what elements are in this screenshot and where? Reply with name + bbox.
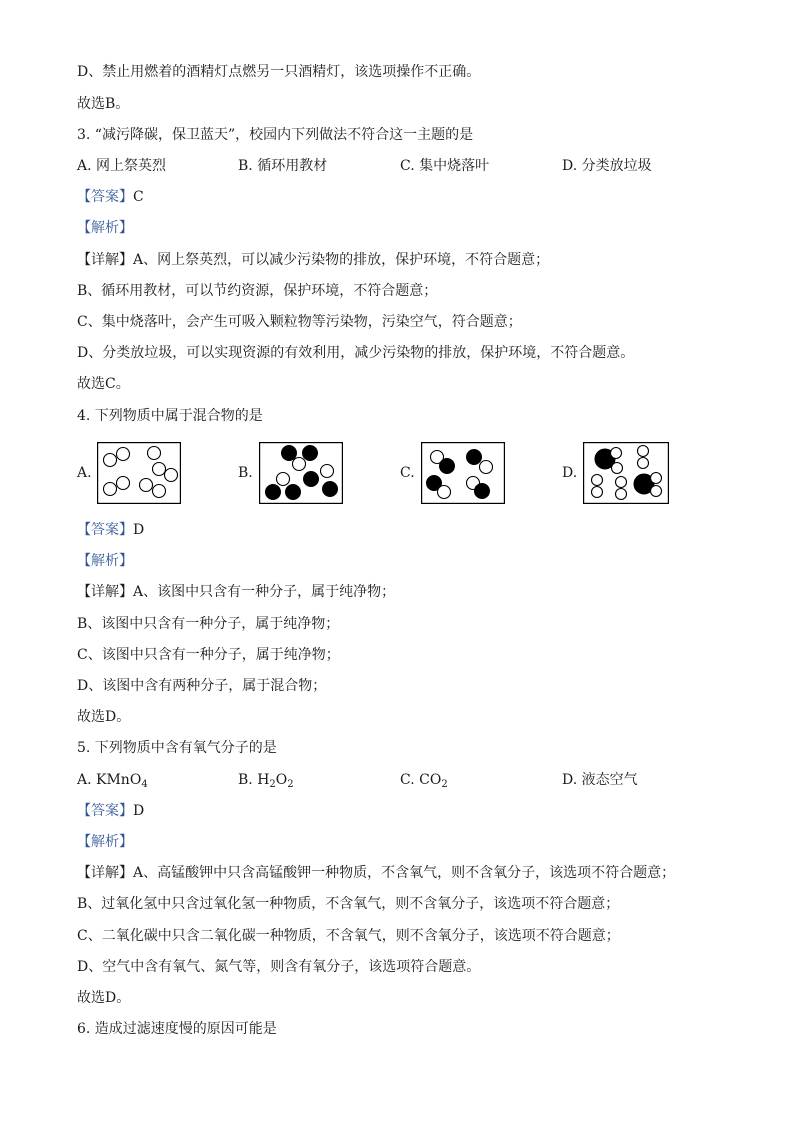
q3-option-a: A. 网上祭英烈 [77,158,167,174]
white-atom [480,461,493,474]
detail-tag: 【详解】 [77,865,133,881]
q4-figure-label-d: D. [562,465,578,481]
q4-answer [77,520,144,540]
formula-subscript: 4 [141,779,148,790]
q3-detail-4: D、分类放垃圾，可以实现资源的有效利用，减少污染物的排放，保护环境，不符合题意。 [77,345,635,361]
white-atom [612,463,623,474]
question-6-stem: 6. 造成过滤速度慢的原因可能是 [77,1021,277,1037]
q4-detail-2: B、该图中只含有一种分子，属于纯净物； [77,616,340,632]
q5-answer [77,801,144,821]
q4-figure-label-b: B. [238,465,253,481]
black-atom [266,485,281,500]
text-line: 故选B。 [77,96,130,112]
black-atom [467,450,482,465]
black-atom [304,472,319,487]
q5-option-b [238,770,294,790]
white-atom [638,458,649,469]
formula-subscript: 2 [287,779,294,790]
q4-figure-a-molecules [97,442,181,504]
answer-tag: 【答案】 [77,803,133,819]
detail-tag: 【详解】 [77,584,133,600]
black-atom [440,459,455,474]
q4-analysis-tag: 【解析】 [77,553,133,569]
white-atom [616,489,627,500]
formula-text: B. H [238,772,270,788]
black-atom [475,484,490,499]
formula-subscript: 2 [441,779,448,790]
q5-option-a [77,770,148,790]
q5-detail-3: C、二氧化碳中只含二氧化碳一种物质，不含氧气，则不含氧分子，该选项不符合题意； [77,928,620,944]
white-atom [148,447,161,460]
q5-detail-4: D、空气中含有氧气、氮气等，则含有氧分子，该选项符合题意。 [77,959,481,975]
white-atom [165,469,178,482]
white-atom [117,448,130,461]
q5-analysis-tag: 【解析】 [77,834,133,850]
text-line: D、禁止用燃着的酒精灯点燃另一只酒精灯，该选项操作不正确。 [77,64,481,80]
black-atom [282,446,297,461]
formula-text: C. CO [400,772,442,788]
white-atom [277,473,290,486]
answer-tag: 【答案】 [77,522,133,538]
white-atom [651,486,662,497]
answer-value: C [133,189,144,205]
formula-subscript: 2 [269,779,276,790]
q4-figure-label-a: A. [77,465,92,481]
black-atom [286,485,301,500]
white-atom [293,458,306,471]
q5-detail-2: B、过氧化氢中只含过氧化氢一种物质，不含氧气，则不含氧分子，该选项不符合题意； [77,896,620,912]
black-atom [323,482,338,497]
q5-conclusion: 故选D。 [77,990,131,1006]
answer-value: D [133,803,145,819]
detail-text: A、该图中只含有一种分子，属于纯净物； [133,584,396,600]
q4-detail-4: D、该图中含有两种分子，属于混合物； [77,678,327,694]
white-atom [611,448,622,459]
white-atom [117,477,130,490]
q3-answer [77,187,144,207]
q3-option-b: B. 循环用教材 [238,158,328,174]
q3-detail-1 [77,250,549,270]
q3-conclusion: 故选C。 [77,376,130,392]
answer-value: D [133,522,145,538]
q5-detail-1 [77,863,675,883]
q3-detail-3: C、集中烧落叶，会产生可吸入颗粒物等污染物，污染空气，符合题意； [77,314,522,330]
q4-detail-3: C、该图中只含有一种分子，属于纯净物； [77,647,340,663]
question-5-stem: 5. 下列物质中含有氧气分子的是 [77,740,277,756]
q5-option-c [400,770,448,790]
white-atom [651,473,662,484]
q4-figure-label-c: C. [400,465,415,481]
black-atom [303,446,318,461]
white-atom [140,479,153,492]
formula-text: A. KMnO [77,772,142,788]
q3-detail-2: B、循环用教材，可以节约资源，保护环境，不符合题意； [77,283,438,299]
q5-option-d: D. 液态空气 [562,772,638,788]
formula-text: O [275,772,288,788]
q3-analysis-tag: 【解析】 [77,220,133,236]
answer-tag: 【答案】 [77,189,133,205]
q3-option-d: D. 分类放垃圾 [562,158,652,174]
detail-tag: 【详解】 [77,252,133,268]
question-4-stem: 4. 下列物质中属于混合物的是 [77,408,263,424]
q3-option-c: C. 集中烧落叶 [400,158,490,174]
detail-text: A、网上祭英烈，可以减少污染物的排放，保护环境，不符合题意； [133,252,550,268]
q4-figure-b-molecules [259,442,343,504]
white-atom [153,463,166,476]
white-atom [592,475,603,486]
q4-figure-d-molecules [583,442,669,504]
question-3-stem: 3. “减污降碳，保卫蓝天”，校园内下列做法不符合这一主题的是 [77,127,474,143]
white-atom [638,446,649,457]
q4-conclusion: 故选D。 [77,709,131,725]
white-atom [438,486,451,499]
white-atom [104,483,117,496]
white-atom [321,465,334,478]
white-atom [104,454,117,467]
white-atom [616,477,627,488]
q4-figure-c-molecules [421,442,505,504]
white-atom [153,485,166,498]
detail-text: A、高锰酸钾中只含高锰酸钾一种物质，不含氧气，则不含氧分子，该选项不符合题意； [133,865,676,881]
q4-detail-1 [77,582,395,602]
white-atom [592,487,603,498]
